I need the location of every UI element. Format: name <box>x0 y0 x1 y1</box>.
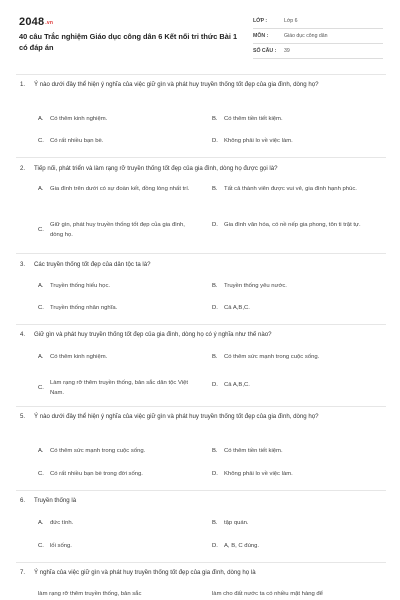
option-letter: A. <box>38 116 44 122</box>
option-letter: C. <box>38 305 44 311</box>
question-divider <box>16 157 386 158</box>
option-text: Không phải lo về việc làm. <box>224 138 293 144</box>
question-4-option-c[interactable] <box>38 379 190 398</box>
site-logo[interactable] <box>19 16 53 28</box>
option-text: Làm rạng rỡ thêm truyền thống, bản sắc dân tộc Việt Nam. <box>50 380 189 396</box>
question-number: 1. <box>20 81 26 88</box>
question-1-option-b[interactable] <box>212 115 364 125</box>
question-text: Ý nghĩa của việc giữ gìn và phát huy truyền thống tốt đẹp của gia đình, dòng họ là <box>34 569 256 576</box>
option-text: Tất cả thành viên được vui vẻ, gia đình hạnh phúc. <box>224 186 357 192</box>
option-letter: C. <box>38 384 44 391</box>
question-number: 4. <box>20 331 26 338</box>
question-5-option-c[interactable] <box>38 470 190 480</box>
option-text: Có thêm tiền tiết kiệm. <box>224 448 283 454</box>
option-text: Giữ gìn, phát huy truyền thống tốt đẹp của gia đình, dòng họ. <box>50 222 185 238</box>
option-letter: C. <box>38 543 44 549</box>
option-text: làm cho đất nước ta có nhiều mặt hàng để <box>212 591 323 597</box>
question-text: Ý nào dưới đây thể hiện ý nghĩa của việc giữ gìn và phát huy truyền thống tốt đẹp của gia đình, dòng họ? <box>34 413 319 420</box>
question-2-stem <box>20 164 390 174</box>
meta-info-box <box>253 14 383 59</box>
question-4-stem <box>20 330 390 340</box>
option-text: đức tính. <box>50 520 74 526</box>
option-letter: D. <box>212 471 218 477</box>
meta-value: Lớp 6 <box>284 18 298 24</box>
question-divider <box>16 324 386 325</box>
option-text: Cả A,B,C. <box>224 305 250 311</box>
option-letter: B. <box>212 116 218 122</box>
option-letter: B. <box>212 354 218 360</box>
meta-label: LỚP : <box>253 18 268 24</box>
option-letter: A. <box>38 448 44 454</box>
option-text: làm rạng rỡ thêm truyền thống, bản sắc <box>38 591 142 597</box>
question-6-option-a[interactable] <box>38 519 190 529</box>
question-6-stem <box>20 496 390 506</box>
option-letter: A. <box>38 520 44 526</box>
meta-label: MÔN : <box>253 33 269 39</box>
meta-row-subject <box>253 29 383 44</box>
question-2-option-a[interactable] <box>38 185 190 195</box>
question-number: 2. <box>20 165 26 172</box>
option-text: Truyền thống yêu nước. <box>224 283 287 289</box>
question-2-option-c[interactable] <box>38 221 190 240</box>
option-letter: B. <box>212 186 218 192</box>
question-text: Ý nào dưới đây thể hiện ý nghĩa của việc giữ gìn và phát huy truyền thống tốt đẹp của gia đình, dòng họ? <box>34 81 319 88</box>
option-letter: C. <box>38 138 44 144</box>
option-letter: A. <box>38 186 44 192</box>
question-text: Các truyền thống tốt đẹp của dân tộc ta là? <box>34 261 151 268</box>
option-text: Có thêm sức mạnh trong cuộc sống. <box>50 448 146 454</box>
option-letter: D. <box>212 138 218 144</box>
question-text: Truyền thống là <box>34 497 77 504</box>
option-text: Gia đình văn hóa, có nề nếp gia phong, tôn ti trật tự. <box>224 222 361 228</box>
option-text: Có thêm tiền tiết kiệm. <box>224 116 283 122</box>
option-letter: B. <box>212 283 218 289</box>
question-divider <box>16 74 386 75</box>
question-5-option-a[interactable] <box>38 447 190 457</box>
option-letter: B. <box>212 448 218 454</box>
option-text: Cả A,B,C. <box>224 382 250 388</box>
question-1-option-d[interactable] <box>212 137 364 147</box>
question-3-option-d[interactable] <box>212 304 364 314</box>
option-letter: C. <box>38 226 44 233</box>
option-text: Gia đình trên dưới có sự đoàn kết, đồng lòng nhất trí. <box>50 186 190 192</box>
question-3-option-c[interactable] <box>38 304 190 314</box>
page-title: 40 câu Trắc nghiệm Giáo dục công dân 6 Kết nối tri thức Bài 1 có đáp án <box>19 32 238 52</box>
question-7-stem <box>20 568 390 578</box>
question-1-option-c[interactable] <box>38 137 190 147</box>
question-text: Tiếp nối, phát triển và làm rạng rỡ truyền thống tốt đẹp của gia đình, dòng họ được gọi là? <box>34 165 278 172</box>
question-3-option-a[interactable] <box>38 282 190 292</box>
question-2-option-b[interactable] <box>212 185 364 195</box>
question-divider <box>16 562 386 563</box>
question-7-option-b[interactable] <box>212 590 387 600</box>
logo-text: 2048 <box>19 16 45 28</box>
option-letter: A. <box>38 354 44 360</box>
question-4-option-d[interactable] <box>212 381 364 391</box>
option-letter: D. <box>212 543 218 549</box>
meta-value: 39 <box>284 48 290 54</box>
question-7-option-a[interactable] <box>38 590 188 600</box>
question-divider <box>16 490 386 491</box>
question-5-stem <box>20 412 390 422</box>
question-text: Giữ gìn và phát huy truyền thống tốt đẹp của gia đình, dòng họ có ý nghĩa như thế nào? <box>34 331 272 338</box>
option-letter: D. <box>212 382 218 388</box>
option-text: lối sống. <box>50 543 72 549</box>
question-1-option-a[interactable] <box>38 115 190 125</box>
question-1-stem <box>20 80 390 90</box>
option-text: A, B, C đúng. <box>224 543 260 549</box>
meta-row-count <box>253 44 383 59</box>
option-text: Truyền thống hiếu học. <box>50 283 111 289</box>
option-text: Có thêm kinh nghiệm. <box>50 354 108 360</box>
option-text: Có thêm kinh nghiệm. <box>50 116 108 122</box>
question-divider <box>16 406 386 407</box>
meta-row-class <box>253 14 383 29</box>
meta-value: Giáo dục công dân <box>284 33 328 39</box>
option-letter: A. <box>38 283 44 289</box>
option-text: tập quán. <box>224 520 249 526</box>
question-3-stem <box>20 260 390 270</box>
question-number: 6. <box>20 497 26 504</box>
question-6-option-b[interactable] <box>212 519 364 529</box>
question-2-option-d[interactable] <box>212 221 364 231</box>
question-number: 3. <box>20 261 26 268</box>
question-6-option-d[interactable] <box>212 542 364 552</box>
option-text: Có rất nhiều bạn bè. <box>50 138 104 144</box>
option-text: Không phải lo về việc làm. <box>224 471 293 477</box>
question-4-option-a[interactable] <box>38 353 190 363</box>
question-divider <box>16 253 386 254</box>
meta-label: SỐ CÂU : <box>253 48 277 54</box>
option-letter: B. <box>212 520 218 526</box>
question-3-option-b[interactable] <box>212 282 364 292</box>
option-letter: D. <box>212 305 218 311</box>
question-number: 7. <box>20 569 26 576</box>
question-5-option-b[interactable] <box>212 447 364 457</box>
question-5-option-d[interactable] <box>212 470 364 480</box>
option-letter: C. <box>38 471 44 477</box>
question-4-option-b[interactable] <box>212 353 364 363</box>
option-text: Truyền thống nhân nghĩa. <box>50 305 118 311</box>
question-6-option-c[interactable] <box>38 542 190 552</box>
option-text: Có thêm sức mạnh trong cuộc sống. <box>224 354 320 360</box>
option-text: Có rất nhiều bạn bè trong đời sống. <box>50 471 143 477</box>
option-letter: D. <box>212 222 218 228</box>
question-number: 5. <box>20 413 26 420</box>
logo-suffix: .vn <box>45 20 54 26</box>
